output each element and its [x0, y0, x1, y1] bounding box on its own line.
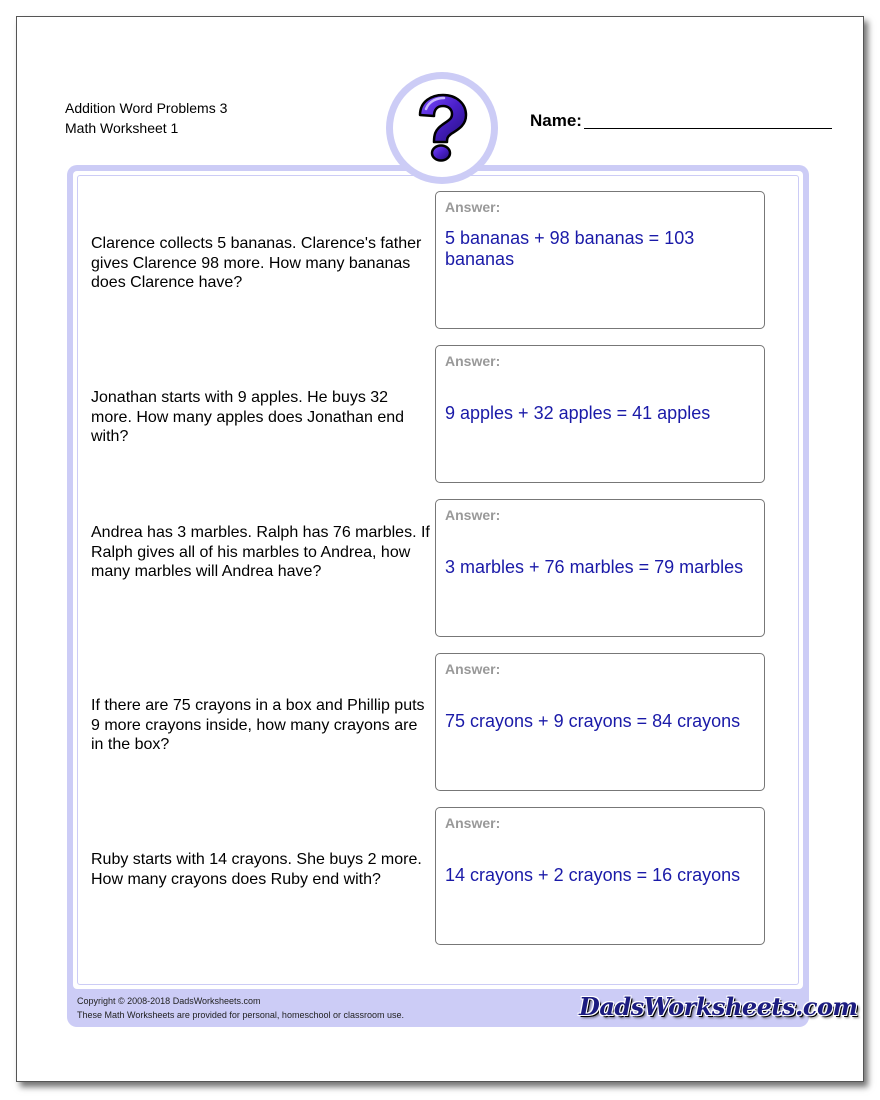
name-line[interactable]	[584, 128, 832, 129]
problem-text: Clarence collects 5 bananas. Clarence's father gives Clarence 98 more. How many bananas does Clarence have?	[91, 235, 422, 291]
copyright-text: Copyright © 2008-2018 DadsWorksheets.com	[77, 996, 261, 1006]
worksheet-title: Addition Word Problems 3	[65, 100, 228, 116]
problem-text: Andrea has 3 marbles. Ralph has 76 marbles. If Ralph gives all of his marbles to Andrea, how many marbles will Andrea have?	[91, 524, 430, 580]
question-mark-icon	[410, 93, 474, 163]
problem-text: If there are 75 crayons in a box and Phillip puts 9 more crayons inside, how many crayons are in the box?	[91, 697, 425, 753]
usage-note: These Math Worksheets are provided for personal, homeschool or classroom use.	[77, 1010, 404, 1020]
answer-text: 14 crayons + 2 crayons = 16 crayons	[445, 865, 741, 885]
worksheet-subtitle: Math Worksheet 1	[65, 120, 179, 136]
site-logo-text: DadsWorksheets.com	[579, 992, 858, 1021]
site-logo	[579, 992, 857, 1021]
answer-label: Answer:	[445, 199, 501, 215]
answer-label: Answer:	[445, 507, 501, 523]
answer-text: 75 crayons + 9 crayons = 84 crayons	[445, 711, 741, 731]
name-label: Name:	[530, 111, 582, 130]
problems-frame	[67, 165, 858, 1027]
answer-box[interactable]	[435, 653, 765, 791]
answer-box[interactable]	[435, 807, 765, 945]
answer-text: 9 apples + 32 apples = 41 apples	[445, 403, 711, 423]
answer-box[interactable]	[435, 499, 765, 637]
answer-box[interactable]	[435, 345, 765, 483]
answer-text: 5 bananas + 98 bananas = 103 bananas	[445, 228, 695, 269]
problems-panel	[73, 171, 803, 989]
answer-text: 3 marbles + 76 marbles = 79 marbles	[445, 557, 744, 577]
answer-label: Answer:	[445, 661, 501, 677]
worksheet-page	[16, 16, 864, 1082]
answer-label: Answer:	[445, 815, 501, 831]
question-badge	[386, 72, 498, 184]
problem-text: Jonathan starts with 9 apples. He buys 32 more. How many apples does Jonathan end with?	[91, 389, 405, 445]
problem-text: Ruby starts with 14 crayons. She buys 2 more. How many crayons does Ruby end with?	[91, 851, 422, 888]
answer-label: Answer:	[445, 353, 501, 369]
answer-box[interactable]	[435, 191, 765, 329]
